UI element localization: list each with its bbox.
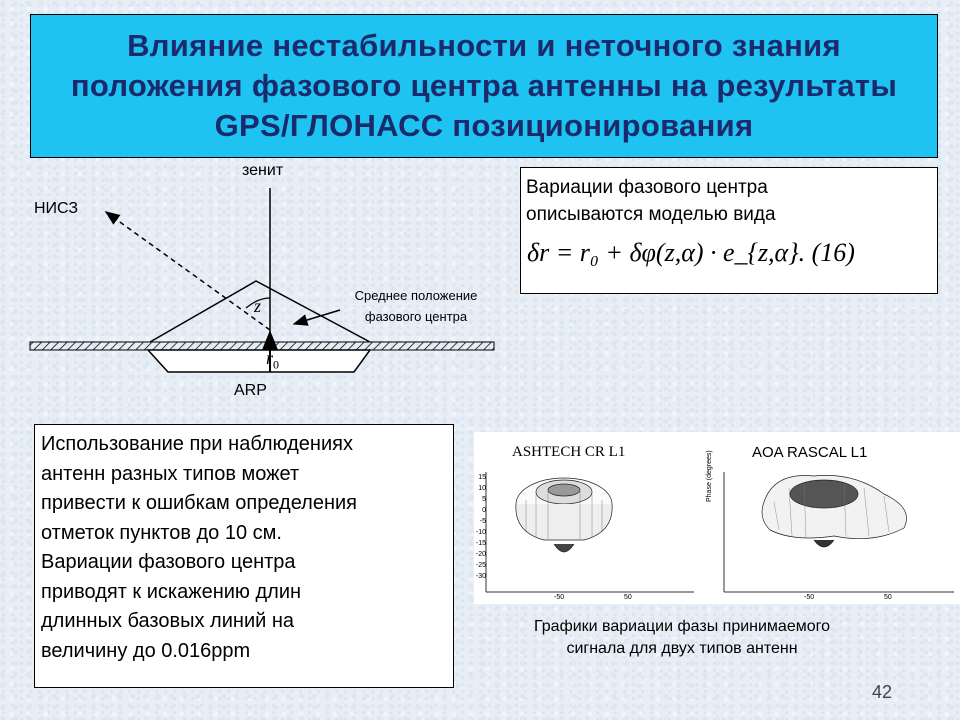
title-line-3: GPS/ГЛОНАСС позиционирования (214, 108, 754, 143)
vector-symbol: $\overline{r}$ (266, 348, 274, 368)
y-tick: -30 (475, 573, 486, 580)
formula-description (526, 174, 776, 228)
text-line: Использование при наблюдениях (41, 433, 353, 455)
usage-text (41, 430, 449, 666)
y-tick: 10 (478, 485, 486, 492)
caption-line-1: Графики вариации фазы принимаемого (534, 618, 830, 635)
y-tick: 0 (482, 507, 486, 514)
satellite-label: НИСЗ (34, 200, 79, 217)
ashtech-label: ASHTECH CR L1 (512, 444, 626, 460)
y-tick: -10 (475, 529, 486, 536)
antenna-diagram (28, 160, 498, 400)
y-tick: -20 (475, 551, 486, 558)
vector-subscript: 0 (273, 357, 280, 372)
text-line: приводят к искажению длин (41, 580, 302, 603)
text-line: отметок пунктов до 10 см. (41, 521, 282, 544)
aoa-surface (762, 475, 907, 547)
aoa-label: AOA RASCAL L1 (752, 444, 868, 461)
ground-plane (30, 342, 494, 350)
y-tick: -25 (475, 562, 486, 569)
plots-caption (474, 616, 890, 660)
left-x-tick: 50 (624, 594, 632, 601)
formula-box (520, 167, 938, 294)
title-line-2: положения фазового центра антенны на результаты (70, 68, 898, 103)
text-line: величину до 0.016ppm (41, 639, 251, 662)
formula-line-1: Вариации фазового центра (526, 177, 768, 198)
satellite-direction (106, 212, 270, 330)
title-line-1: Влияние нестабильности и неточного знания (127, 28, 841, 63)
caption-line-2: сигнала для двух типов антенн (566, 640, 798, 657)
ashtech-surface (516, 478, 612, 552)
page-number: 42 (872, 682, 893, 702)
y-tick: 15 (478, 474, 486, 481)
antenna-base (148, 350, 370, 372)
left-x-tick: -50 (554, 594, 565, 601)
mean-position-line-2: фазового центра (364, 309, 468, 324)
slide-title (30, 14, 938, 158)
phase-variation-plots (474, 432, 960, 604)
text-line: антенн разных типов может (41, 462, 300, 485)
mean-position-label (328, 288, 504, 324)
usage-text-box (34, 424, 454, 688)
antenna-diagram-svg (28, 160, 498, 400)
right-x-tick: -50 (804, 594, 815, 601)
arp-label: ARP (234, 382, 267, 399)
y-tick: -5 (479, 518, 486, 525)
vector-label (266, 348, 279, 373)
right-x-tick: 50 (884, 594, 892, 601)
y-tick: -15 (475, 540, 486, 547)
formula-line-2: описываются моделью вида (526, 204, 776, 225)
phase-center-equation (527, 238, 855, 268)
phase-axis-label: Phase (degrees) (706, 450, 713, 502)
mean-position-line-1: Среднее положение (354, 288, 478, 303)
angle-label: z (254, 296, 262, 316)
left-y-ticks (474, 472, 486, 582)
y-tick: 5 (482, 496, 486, 503)
text-line: длинных базовых линий на (41, 610, 295, 632)
equation-text: δr = r₀ + δφ(z,α) · e_{z,α}. (16) (527, 238, 855, 267)
text-line: Вариации фазового центра (41, 551, 296, 573)
text-line: привести к ошибкам определения (41, 492, 357, 514)
zenith-label: зенит (242, 162, 284, 179)
